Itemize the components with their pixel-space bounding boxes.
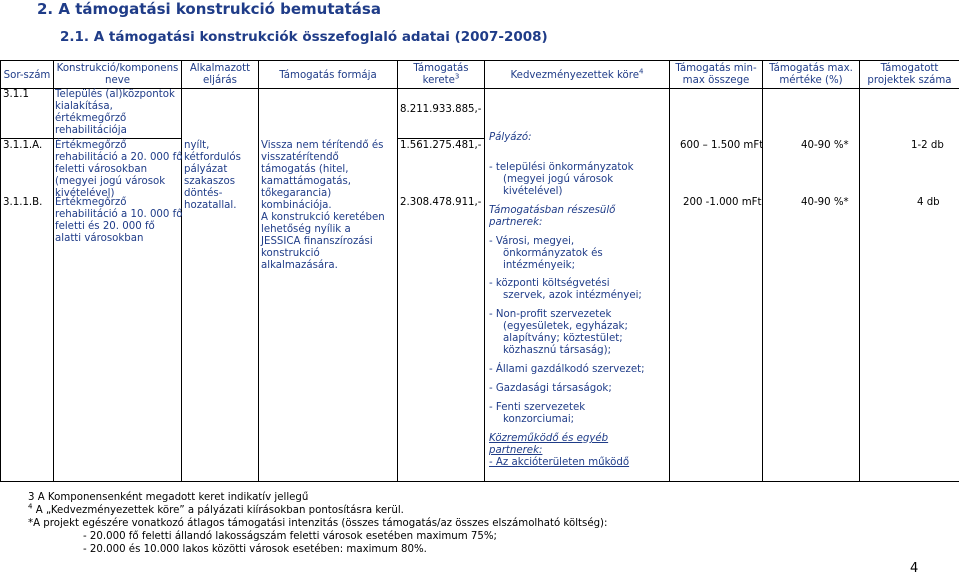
row-a-name-1: Értékmegőrző bbox=[55, 140, 127, 151]
row-b-mertek: 40-90 %* bbox=[801, 197, 849, 208]
grid-line bbox=[0, 138, 181, 139]
forma-line-10: konstrukció bbox=[261, 248, 320, 259]
row-b-name-4: alatti városokban bbox=[55, 233, 144, 244]
section-heading: 2. A támogatási konstrukció bemutatása bbox=[37, 0, 381, 18]
forma-line-2: visszatérítendő bbox=[261, 152, 339, 163]
kor-item2-line-3: intézményeik; bbox=[503, 260, 576, 271]
grid-line bbox=[484, 60, 485, 482]
row-main-kerete: 8.211.933.885,- bbox=[400, 104, 482, 115]
row-a-min-max: 600 – 1.500 mFt bbox=[680, 140, 764, 151]
header-komponens-2: neve bbox=[104, 75, 131, 86]
header-komponens-1: Konstrukció/komponens bbox=[56, 63, 179, 74]
kor-kozremukodo-1: Közreműködő és egyéb bbox=[489, 433, 609, 444]
grid-line bbox=[397, 60, 398, 482]
grid-line bbox=[258, 60, 259, 482]
row-main-name-4: rehabilitációja bbox=[55, 125, 127, 136]
subsection-heading: 2.1. A támogatási konstrukciók összefoglaló adatai (2007-2008) bbox=[60, 29, 548, 45]
row-a-name-3: feletti városokban bbox=[55, 164, 148, 175]
row-b-kerete: 2.308.478.911,- bbox=[400, 197, 482, 208]
kor-item2-line-2: önkormányzatok és bbox=[503, 248, 603, 259]
grid-line bbox=[53, 60, 54, 482]
row-b-name-3: feletti és 20. 000 fő bbox=[55, 221, 155, 232]
row-a-name-2: rehabilitáció a 20. 000 fő bbox=[55, 152, 183, 163]
row-main-name-1: Település (al)központok bbox=[55, 89, 175, 100]
footnote-4: $^4$ A „Kedvezményezettek köre” a pályázati kiírásokban pontosításra kerül. bbox=[28, 502, 404, 516]
eljaras-line-6: hozatallal. bbox=[184, 200, 237, 211]
header-min-2: max összege bbox=[682, 75, 750, 86]
eljaras-line-4: szakaszos bbox=[184, 176, 236, 187]
kor-kozremukodo-2: partnerek: bbox=[489, 445, 543, 456]
grid-line bbox=[397, 138, 484, 139]
kor-item7-line-1: - Fenti szervezetek bbox=[489, 402, 586, 413]
row-b-number: 3.1.1.B. bbox=[3, 197, 43, 208]
forma-line-8: lehetőség nyílik a bbox=[261, 224, 351, 235]
kor-item5: - Állami gazdálkodó szervezet; bbox=[489, 364, 645, 375]
eljaras-line-5: döntés- bbox=[184, 188, 223, 199]
forma-line-5: tőkegarancia) bbox=[261, 188, 332, 199]
header-eljaras-1: Alkalmazott bbox=[189, 63, 251, 74]
row-b-min-max: 200 -1.000 mFt bbox=[683, 197, 762, 208]
grid-line bbox=[0, 481, 959, 482]
row-a-number: 3.1.1.A. bbox=[3, 140, 43, 151]
page-number: 4 bbox=[910, 561, 919, 576]
forma-line-1: Vissza nem térítendő és bbox=[261, 140, 384, 151]
kor-item4-line-2: (egyesületek, egyházak; bbox=[503, 321, 628, 332]
kor-item4-line-4: közhasznú társaság); bbox=[503, 345, 612, 356]
row-b-name-1: Értékmegőrző bbox=[55, 197, 127, 208]
forma-line-4: kamattámogatás, bbox=[261, 176, 352, 187]
grid-line bbox=[859, 60, 860, 482]
header-forma: Támogatás formája bbox=[279, 70, 377, 81]
header-kerete-1: Támogatás bbox=[413, 63, 469, 74]
footnote-3: 3 A Komponensenként megadott keret indikatív jellegű bbox=[28, 492, 309, 503]
footnote-line-2: - 20.000 és 10.000 lakos közötti városok esetében: maximum 80%. bbox=[83, 544, 427, 555]
footnote-star: *A projekt egészére vonatkozó átlagos támogatási intenzitás (összes támogatás/az összes elszámolható költség): bbox=[28, 518, 608, 529]
header-eljaras-2: eljárás bbox=[203, 75, 237, 86]
row-main-name-2: kialakítása, bbox=[55, 101, 113, 112]
header-sorszam: Sor-szám bbox=[3, 70, 51, 81]
row-main-number: 3.1.1 bbox=[3, 89, 29, 100]
grid-line bbox=[762, 60, 763, 482]
row-a-mertek: 40-90 %* bbox=[801, 140, 849, 151]
eljaras-line-3: pályázat bbox=[184, 164, 228, 175]
kor-item2-line-1: - Városi, megyei, bbox=[489, 236, 575, 247]
forma-line-11: alkalmazására. bbox=[261, 260, 338, 271]
forma-line-7: A konstrukció keretében bbox=[261, 212, 385, 223]
grid-line bbox=[669, 60, 670, 482]
kor-item8: - Az akcióterületen működő bbox=[489, 457, 630, 468]
header-kor: Kedvezményezettek köre$^4$ bbox=[510, 67, 644, 81]
kor-item3-line-2: szervek, azok intézményei; bbox=[503, 290, 642, 301]
row-b-projektek: 4 db bbox=[917, 197, 940, 208]
row-a-kerete: 1.561.275.481,- bbox=[400, 140, 482, 151]
header-projektek-2: projektek száma bbox=[867, 75, 952, 86]
eljaras-line-2: kétfordulós bbox=[184, 152, 241, 163]
header-kerete-2: kerete$^3$ bbox=[422, 72, 460, 86]
kor-reszesulo-1: Támogatásban részesülő bbox=[489, 205, 616, 216]
kor-item1-line-1: - települési önkormányzatok bbox=[489, 162, 634, 173]
forma-line-9: JESSICA finanszírozási bbox=[261, 236, 373, 247]
header-mertek-2: mértéke (%) bbox=[779, 75, 843, 86]
eljaras-line-1: nyílt, bbox=[184, 140, 210, 151]
kor-item3-line-1: - központi költségvetési bbox=[489, 278, 610, 289]
kor-reszesulo-2: partnerek: bbox=[489, 217, 543, 228]
grid-line bbox=[181, 60, 182, 482]
row-a-name-5: kivételével) bbox=[55, 188, 115, 199]
row-a-name-4: (megyei jogú városok bbox=[55, 176, 166, 187]
row-main-name-3: értékmegőrző bbox=[55, 113, 127, 124]
header-mertek-1: Támogatás max. bbox=[769, 63, 853, 74]
kor-palyazo: Pályázó: bbox=[489, 132, 532, 143]
kor-item4-line-3: alapítvány; köztestület; bbox=[503, 333, 623, 344]
header-min-1: Támogatás min- bbox=[675, 63, 757, 74]
row-a-projektek: 1-2 db bbox=[911, 140, 944, 151]
kor-item1-line-3: kivételével) bbox=[503, 186, 563, 197]
forma-line-6: kombinációja. bbox=[261, 200, 332, 211]
summary-table bbox=[0, 60, 959, 482]
kor-item6: - Gazdasági társaságok; bbox=[489, 383, 612, 394]
kor-item4-line-1: - Non-profit szervezetek bbox=[489, 309, 612, 320]
row-b-name-2: rehabilitáció a 10. 000 fő bbox=[55, 209, 183, 220]
kor-item7-line-2: konzorciumai; bbox=[503, 414, 575, 425]
grid-line bbox=[0, 60, 1, 482]
header-projektek-1: Támogatott bbox=[880, 63, 939, 74]
kor-item1-line-2: (megyei jogú városok bbox=[503, 174, 614, 185]
grid-line bbox=[0, 60, 959, 61]
footnote-line-1: - 20.000 fő feletti állandó lakosságszám feletti városok esetében maximum 75%; bbox=[83, 531, 497, 542]
forma-line-3: támogatás (hitel, bbox=[261, 164, 349, 175]
